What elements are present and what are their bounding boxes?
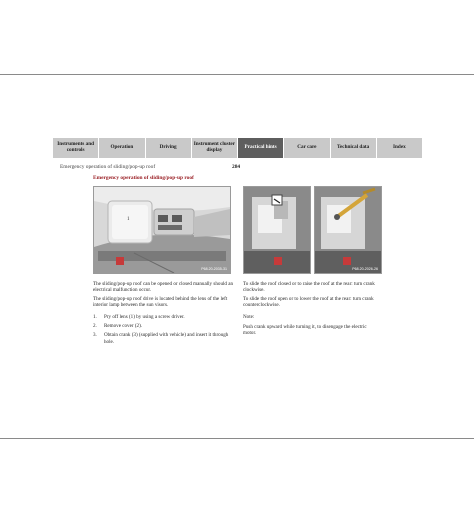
instruction-steps — [93, 314, 235, 348]
figure-code-main: P68.20-2035-31 — [201, 267, 227, 271]
running-title: Emergency operation of sliding/pop-up roof — [60, 164, 156, 170]
step-number: 2. — [93, 323, 97, 330]
left-paragraph-2: The sliding/pop-up roof drive is located behind the lens of the left interior lamp between the sun visors. — [93, 296, 228, 309]
crank-left-illustration — [244, 187, 310, 273]
left-paragraph-1: The sliding/pop-up roof can be opened or closed manually should an electrical malfunction occur. — [93, 281, 234, 294]
figure-crank-left — [243, 186, 311, 274]
list-item — [93, 332, 235, 344]
note-text: Push crank upward while turning it, to disengage the electric motor. — [243, 324, 367, 337]
overhead-console-illustration — [94, 187, 230, 273]
list-item — [93, 314, 235, 320]
note-label: Note: — [243, 314, 255, 320]
tab-driving[interactable]: Driving — [146, 138, 192, 158]
figure-overhead-console — [93, 186, 231, 274]
step-text: Pry off lens (1) by using a screw driver. — [104, 314, 185, 320]
bottom-rule — [0, 438, 474, 439]
step-number: 3. — [93, 332, 97, 339]
step-text: Remove cover (2). — [104, 323, 143, 330]
tab-practical-hints[interactable]: Practical hints — [238, 138, 284, 158]
crank-right-illustration — [315, 187, 381, 273]
page-number: 284 — [232, 164, 241, 170]
top-rule — [0, 74, 474, 75]
right-paragraph-1: To slide the roof closed or to raise the roof at the rear: turn crank clockwise. — [243, 281, 375, 294]
figure-crank-right — [314, 186, 382, 274]
step-number: 1. — [93, 314, 97, 320]
right-paragraph-2: To slide the roof open or to lower the roof at the rear: turn crank counterclockwise. — [243, 296, 374, 309]
tab-car-care[interactable]: Car care — [284, 138, 330, 158]
section-title: Emergency operation of sliding/pop-up roof — [93, 175, 194, 181]
figure-code-right: P68.20-2026-26 — [352, 267, 378, 271]
tab-index[interactable]: Index — [377, 138, 422, 158]
callout-1: 1 — [127, 217, 130, 222]
chapter-tabs — [53, 138, 422, 158]
tab-instrument-cluster-display[interactable]: Instrument cluster display — [192, 138, 238, 158]
step-text: Obtain crank (3) (supplied with vehicle) and insert it through hole. — [104, 332, 229, 345]
list-item — [93, 323, 235, 329]
tab-technical-data[interactable]: Technical data — [331, 138, 377, 158]
tab-operation[interactable]: Operation — [99, 138, 145, 158]
tab-instruments-and-controls[interactable]: Instruments and controls — [53, 138, 99, 158]
